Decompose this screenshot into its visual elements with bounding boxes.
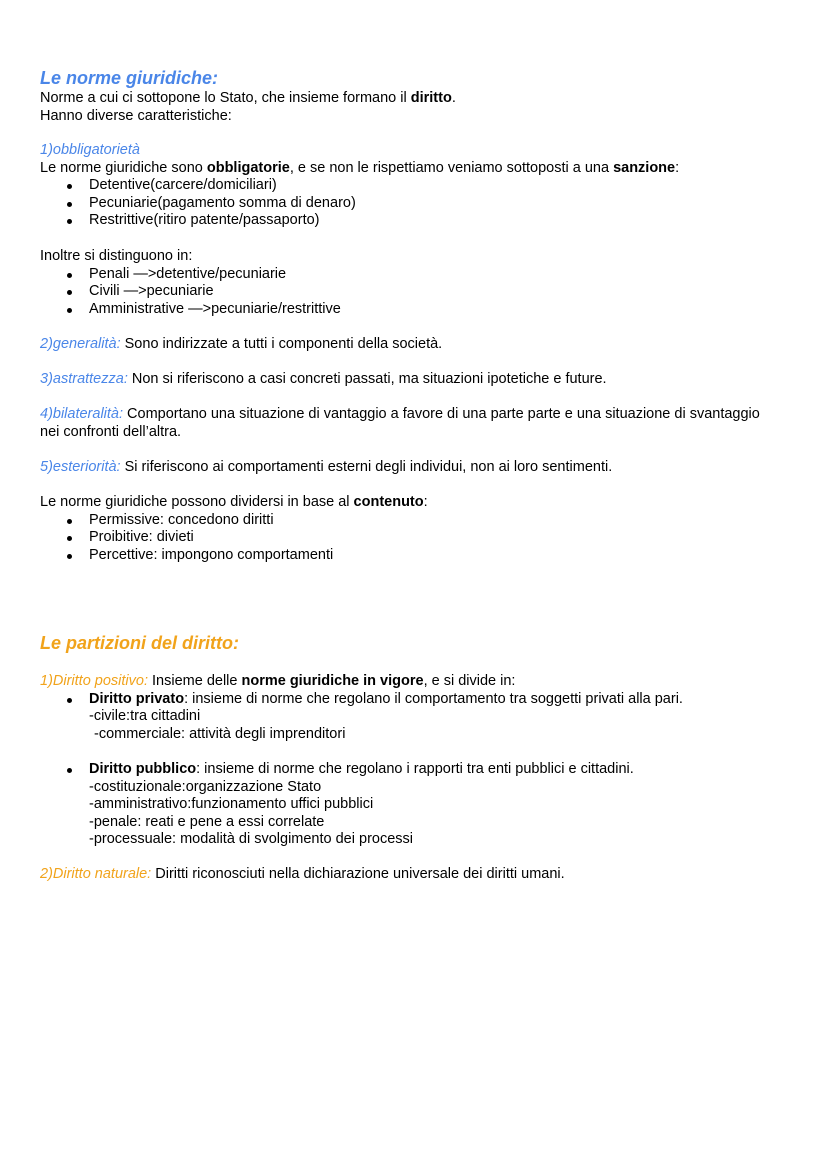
sanzioni-list: [40, 177, 768, 230]
list-item: Percettive: impongono comportamenti: [40, 547, 768, 565]
diritto-naturale-paragraph: 2)Diritto naturale: Diritti riconosciuti nella dichiarazione universale dei diritti umani.: [40, 866, 565, 882]
bilateralita-paragraph: 4)bilateralità: Comportano una situazione di vantaggio a favore di una parte parte e una situazione di svantaggio nei confronti dell’altra.: [40, 406, 760, 440]
list-item: Penali —>detentive/pecuniarie: [40, 266, 768, 284]
diritto-pubblico-block: [40, 761, 768, 849]
list-item-diritto-privato: Diritto privato: insieme di norme che regolano il comportamento tra soggetti privati alla pari. -civile:tra cittadini -commerciale: attività degli imprenditori: [40, 691, 768, 744]
intro-subline: Hanno diverse caratteristiche:: [40, 107, 232, 124]
diritto-positivo-block: 1)Diritto positivo: Insieme delle norme giuridiche in vigore, e si divide in: Diritto privato: insieme di norme che regolano il comportamento tra soggetti privati alla pari. -civile:tra cittadini -commerciale: attività degli imprenditori: [40, 673, 768, 743]
obbligatorieta-block: [40, 142, 768, 230]
astrattezza-paragraph: 3)astrattezza: Non si riferiscono a casi concreti passati, ma situazioni ipotetiche e future.: [40, 371, 607, 387]
esteriorita-paragraph: 5)esteriorità: Si riferiscono ai comportamenti esterni degli individui, non ai loro sentimenti.: [40, 459, 613, 475]
generalita-paragraph: 2)generalità: Sono indirizzate a tutti i componenti della società.: [40, 336, 443, 352]
list-item: Pecuniarie(pagamento somma di denaro): [40, 195, 768, 213]
section-title-partizioni: Le partizioni del diritto:: [40, 633, 239, 653]
list-item: Detentive(carcere/domiciliari): [40, 177, 768, 195]
distinzione-block: Inoltre si distinguono in: Penali —>detentive/pecuniarie Civili —>pecuniarie Amministrative —>pecuniarie/restrittive: [40, 248, 768, 318]
list-item: Civili —>pecuniarie: [40, 283, 768, 301]
obbligatorieta-text: Le norme giuridiche sono obbligatorie, e se non le rispettiamo veniamo sottoposti a una sanzione:: [40, 159, 680, 176]
distinzione-list: [40, 266, 768, 319]
list-item: Amministrative —>pecuniarie/restrittive: [40, 301, 768, 319]
list-item: Proibitive: divieti: [40, 529, 768, 547]
list-item: Permissive: concedono diritti: [40, 512, 768, 530]
diritto-positivo-label: 1)Diritto positivo:: [40, 673, 148, 689]
intro-paragraph: Norme a cui ci sottopone lo Stato, che insieme formano il diritto. Hanno diverse caratteristiche:: [40, 90, 456, 124]
contenuto-list: [40, 512, 768, 565]
contenuto-block: Le norme giuridiche possono dividersi in base al contenuto: Permissive: concedono diritti Proibitive: divieti Percettive: impongono comportamenti: [40, 494, 768, 564]
section-title-norme: Le norme giuridiche:: [40, 68, 219, 88]
list-item: Restrittive(ritiro patente/passaporto): [40, 212, 768, 230]
obbligatorieta-label: 1)obbligatorietà: [40, 142, 140, 158]
partizioni-list: [40, 691, 768, 744]
list-item-diritto-pubblico: Diritto pubblico: insieme di norme che regolano i rapporti tra enti pubblici e cittadini. -costituzionale:organizzazione Stato -amministrativo:funzionamento uffici pubblici -penale: reati e pene a essi correlate -processuale: modalità di svolgimento dei processi: [40, 761, 768, 849]
